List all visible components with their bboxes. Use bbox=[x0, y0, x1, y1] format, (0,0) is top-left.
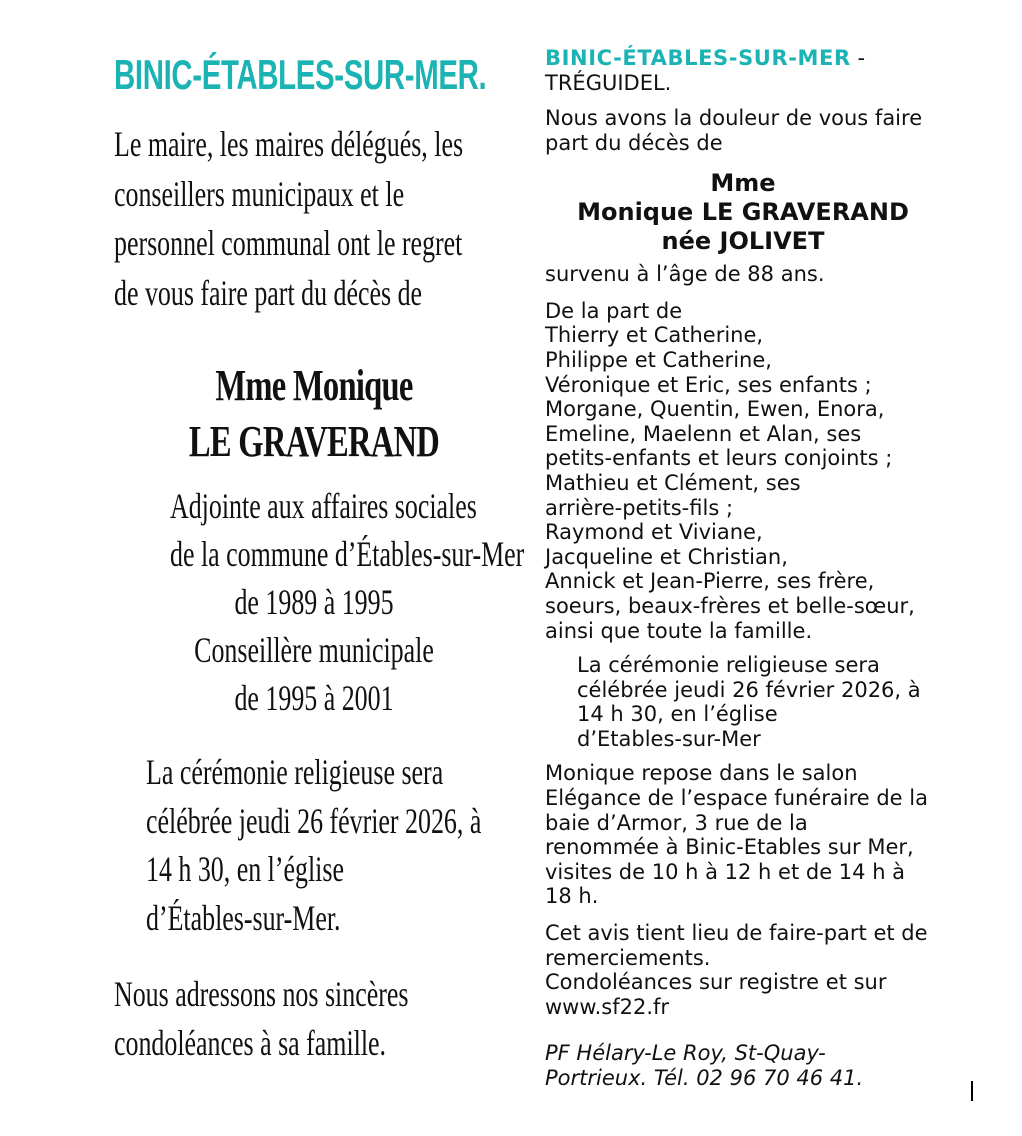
name-line: née JOLIVET bbox=[661, 227, 825, 256]
ceremony-line: 14 h 30, en l’église bbox=[577, 702, 778, 727]
family-line: Philippe et Catherine, bbox=[545, 347, 772, 372]
right-notice-title bbox=[545, 46, 965, 96]
right-notice-disclaimer bbox=[545, 921, 965, 1019]
right-obituary-notice bbox=[545, 46, 965, 1091]
ceremony-line: d’Étables-sur-Mer. bbox=[146, 897, 341, 938]
intro-line: conseillers municipaux et le bbox=[114, 173, 405, 214]
name-line: Monique LE GRAVERAND bbox=[577, 198, 909, 227]
name-line: Mme Monique bbox=[215, 361, 413, 410]
role-line: Adjointe aux affaires sociales bbox=[170, 486, 477, 526]
repose-line: Monique repose dans le salon bbox=[545, 761, 858, 786]
ceremony-line: La cérémonie religieuse sera bbox=[577, 653, 880, 678]
role-line: de 1995 à 2001 bbox=[234, 678, 394, 718]
family-line: Thierry et Catherine, bbox=[545, 323, 764, 348]
right-deceased-name bbox=[545, 169, 941, 256]
condolence-line: condoléances à sa famille. bbox=[114, 1022, 387, 1063]
right-ceremony-info bbox=[577, 653, 965, 751]
role-line: de 1989 à 1995 bbox=[234, 582, 394, 622]
intro-line: part du décès de bbox=[545, 130, 723, 155]
title-separator: - bbox=[850, 46, 866, 70]
family-line: Morgane, Quentin, Ewen, Enora, bbox=[545, 397, 885, 422]
ceremony-line: La cérémonie religieuse sera bbox=[146, 752, 444, 792]
avis-line: remerciements. bbox=[545, 945, 711, 970]
intro-line: personnel communal ont le regret bbox=[114, 223, 463, 263]
repose-line: Elégance de l’espace funéraire de la bbox=[545, 786, 928, 811]
role-line: Conseillère municipale bbox=[194, 630, 434, 670]
left-notice-intro bbox=[114, 120, 514, 318]
family-line: soeurs, beaux-frères et belle-sœur, bbox=[545, 593, 915, 618]
condolence-line: Nous adressons nos sincères bbox=[114, 974, 409, 1014]
right-age-line: survenu à l’âge de 88 ans. bbox=[545, 262, 825, 287]
family-line: Véronique et Eric, ses enfants ; bbox=[545, 372, 872, 397]
repose-line: renommée à Binic-Etables sur Mer, bbox=[545, 835, 914, 860]
name-line: Mme bbox=[710, 169, 776, 198]
ceremony-line: célébrée jeudi 26 février 2026, à bbox=[146, 800, 482, 841]
right-repose-info bbox=[545, 761, 965, 909]
intro-line: Le maire, les maires délégués, les bbox=[114, 124, 464, 164]
avis-line: Cet avis tient lieu de faire-part et de bbox=[545, 921, 928, 946]
family-line: De la part de bbox=[545, 298, 683, 323]
family-line: Annick et Jean-Pierre, ses frère, bbox=[545, 569, 875, 594]
intro-line: de vous faire part du décès de bbox=[114, 272, 423, 313]
repose-line: 18 h. bbox=[545, 884, 599, 909]
avis-line: Condoléances sur registre et sur bbox=[545, 970, 887, 995]
role-line: de la commune d’Étables-sur-Mer bbox=[170, 534, 525, 574]
repose-line: visites de 10 h à 12 h et de 14 h à bbox=[545, 859, 906, 884]
left-notice-title: BINIC-ÉTABLES-SUR-MER. bbox=[114, 51, 487, 98]
text-cursor bbox=[971, 1081, 973, 1101]
left-condolences bbox=[114, 970, 514, 1067]
family-line: Jacqueline et Christian, bbox=[545, 544, 788, 569]
repose-line: baie d’Armor, 3 rue de la bbox=[545, 810, 808, 835]
right-notice-intro bbox=[545, 106, 965, 155]
title-locality: TRÉGUIDEL. bbox=[545, 71, 672, 95]
left-deceased-roles bbox=[114, 482, 525, 722]
left-obituary-notice bbox=[114, 51, 525, 1067]
left-deceased-name bbox=[114, 358, 514, 470]
family-line: Emeline, Maelenn et Alan, ses bbox=[545, 421, 862, 446]
family-line: arrière-petits-fils ; bbox=[545, 495, 734, 520]
left-ceremony-info bbox=[146, 748, 514, 942]
family-line: Raymond et Viviane, bbox=[545, 520, 763, 545]
right-family-list bbox=[545, 299, 965, 643]
funeral-home-line: PF Hélary-Le Roy, St-Quay- bbox=[545, 1041, 826, 1066]
family-line: ainsi que toute la famille. bbox=[545, 618, 813, 643]
website-link[interactable]: www.sf22.fr bbox=[545, 994, 670, 1019]
ceremony-line: d’Etables-sur-Mer bbox=[577, 726, 761, 751]
name-line: LE GRAVERAND bbox=[188, 417, 440, 466]
funeral-home-line: Portrieux. Tél. 02 96 70 46 41. bbox=[545, 1066, 864, 1090]
right-funeral-home bbox=[545, 1041, 965, 1090]
family-line: Mathieu et Clément, ses bbox=[545, 470, 801, 495]
title-town: BINIC-ÉTABLES-SUR-MER bbox=[545, 46, 851, 70]
intro-line: Nous avons la douleur de vous faire bbox=[545, 106, 923, 130]
ceremony-line: 14 h 30, en l’église bbox=[146, 849, 344, 889]
family-line: petits-enfants et leurs conjoints ; bbox=[545, 446, 893, 471]
ceremony-line: célébrée jeudi 26 février 2026, à bbox=[577, 677, 921, 702]
